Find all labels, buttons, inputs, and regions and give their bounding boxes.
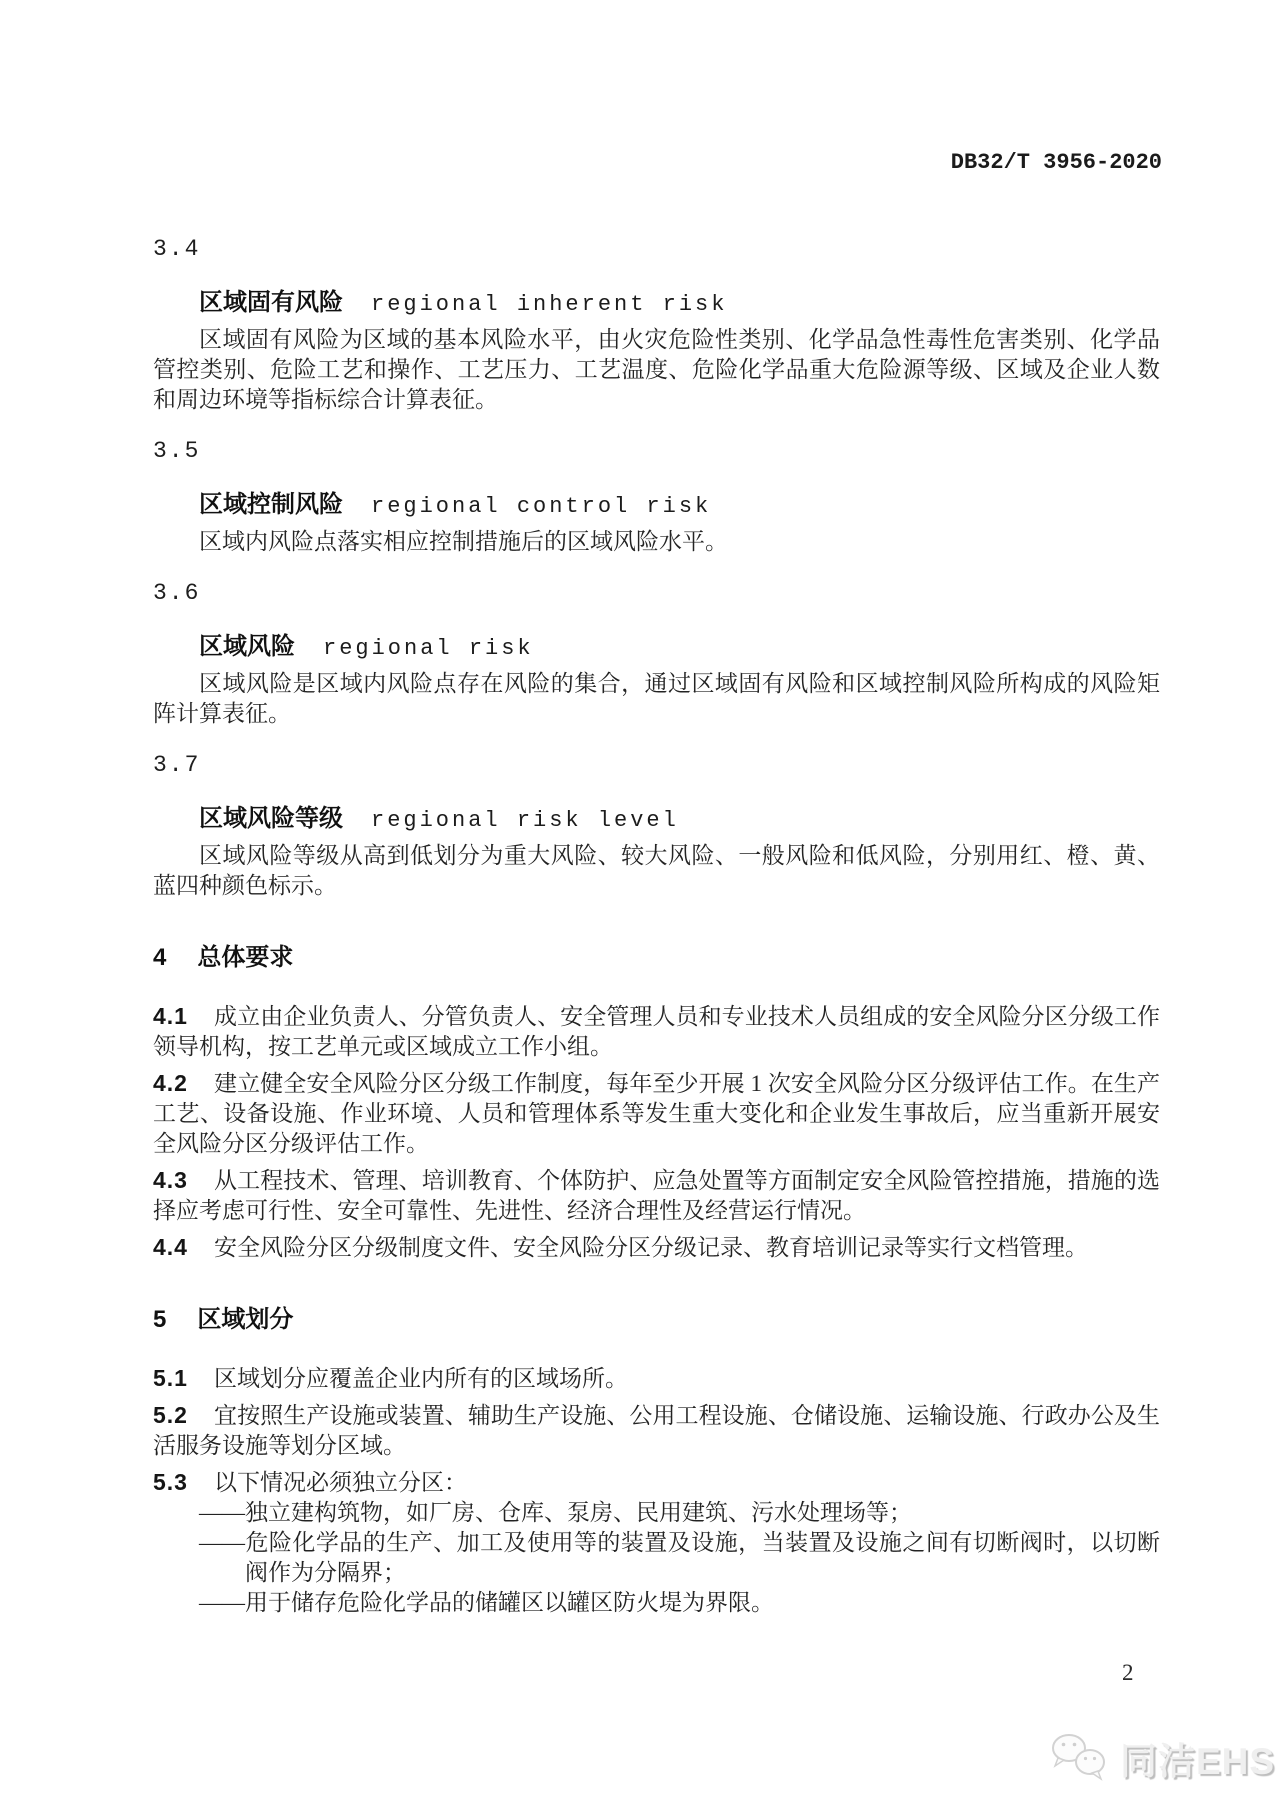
- term-english: regional risk level: [371, 808, 679, 833]
- list-item-dash-3: ——用于储存危险化学品的储罐区以罐区防火堤为界限。: [199, 1590, 774, 1615]
- term-definition: 区域风险等级从高到低划分为重大风险、较大风险、一般风险和低风险，分别用红、橙、黄、蓝四种颜色标示。: [153, 843, 1160, 898]
- clause-4-4: [153, 1232, 1160, 1263]
- clause-number: 5.3: [153, 1469, 188, 1495]
- term-english: regional control risk: [371, 494, 712, 519]
- term-chinese: 区域风险等级: [199, 805, 343, 832]
- clause-text: 宜按照生产设施或装置、辅助生产设施、公用工程设施、仓储设施、运输设施、行政办公及生活服务设施等划分区域。: [153, 1403, 1160, 1458]
- section-title: 区域划分: [197, 1306, 294, 1333]
- term-definition: 区域固有风险为区域的基本风险水平，由火灾危险性类别、化学品急性毒性危害类别、化学品管控类别、危险工艺和操作、工艺压力、工艺温度、危险化学品重大危险源等级、区域及企业人数和周边环境等指标综合计算表征。: [153, 327, 1160, 412]
- term-chinese: 区域风险: [199, 633, 295, 660]
- page-number: 2: [1122, 1660, 1134, 1685]
- clause-number: 5.2: [153, 1402, 188, 1428]
- term-section-3-5: [153, 439, 1160, 557]
- term-chinese: 区域固有风险: [199, 289, 343, 316]
- watermark-text: 同洁EHS: [1120, 1741, 1276, 1782]
- clause-text: 区域划分应覆盖企业内所有的区域场所。: [213, 1366, 628, 1391]
- term-english: regional inherent risk: [371, 292, 728, 317]
- clause-text: 成立由企业负责人、分管负责人、安全管理人员和专业技术人员组成的安全风险分区分级工作领导机构，按工艺单元或区域成立工作小组。: [153, 1004, 1160, 1059]
- clause-text: 以下情况必须独立分区：: [213, 1470, 467, 1495]
- clause-4-1: [153, 1001, 1160, 1062]
- section-number: 5: [153, 1306, 168, 1333]
- term-section-3-7: [153, 753, 1160, 901]
- clause-5-3: [153, 1467, 1160, 1498]
- list-item-dash-2: ——危险化学品的生产、加工及使用等的装置及设施，当装置及设施之间有切断阀时，以切断阀作为分隔界；: [199, 1530, 1160, 1585]
- section-title: 总体要求: [197, 944, 294, 971]
- wechat-icon: [1048, 1733, 1112, 1783]
- clause-number: 3.5: [153, 438, 201, 464]
- clause-text: 安全风险分区分级制度文件、安全风险分区分级记录、教育培训记录等实行文档管理。: [213, 1235, 1088, 1260]
- list-item-dash-1: ——独立建构筑物，如厂房、仓库、泵房、民用建筑、污水处理场等；: [199, 1500, 912, 1525]
- clause-text: 从工程技术、管理、培训教育、个体防护、应急处置等方面制定安全风险管控措施，措施的选择应考虑可行性、安全可靠性、先进性、经济合理性及经营运行情况。: [153, 1168, 1160, 1223]
- term-line: [153, 633, 1160, 663]
- clause-number: 4.3: [153, 1167, 188, 1193]
- clause-number: 3.4: [153, 236, 201, 262]
- term-section-3-4: [153, 237, 1160, 415]
- term-chinese: 区域控制风险: [199, 491, 343, 518]
- watermark: [1048, 1731, 1275, 1785]
- clause-number: 4.2: [153, 1070, 188, 1096]
- clause-number: 3.6: [153, 580, 201, 606]
- clause-number: 5.1: [153, 1365, 188, 1391]
- clause-5-1: [153, 1363, 1160, 1394]
- clause-4-3: [153, 1165, 1160, 1226]
- section-number: 4: [153, 944, 168, 971]
- clause-5-2: [153, 1400, 1160, 1461]
- clause-4-2: [153, 1068, 1160, 1159]
- term-line: [153, 491, 1160, 521]
- document-body: [153, 0, 1160, 1618]
- term-section-3-6: [153, 581, 1160, 729]
- section-heading-5: [153, 1307, 1160, 1333]
- document-code-header: DB32/T 3956-2020: [950, 150, 1162, 175]
- clause-text: 建立健全安全风险分区分级工作制度，每年至少开展 1 次安全风险分区分级评估工作。在生产工艺、设备设施、作业环境、人员和管理体系等发生重大变化和企业发生事故后，应当重新开展安全风险分区分级评估工作。: [153, 1071, 1160, 1156]
- term-english: regional risk: [323, 636, 534, 661]
- term-line: [153, 289, 1160, 319]
- term-line: [153, 805, 1160, 835]
- clause-number: 3.7: [153, 752, 201, 778]
- clause-number: 4.4: [153, 1234, 188, 1260]
- term-definition: 区域内风险点落实相应控制措施后的区域风险水平。: [199, 529, 728, 554]
- section-heading-4: [153, 945, 1160, 971]
- term-definition: 区域风险是区域内风险点存在风险的集合，通过区域固有风险和区域控制风险所构成的风险矩阵计算表征。: [153, 671, 1160, 726]
- clause-number: 4.1: [153, 1003, 188, 1029]
